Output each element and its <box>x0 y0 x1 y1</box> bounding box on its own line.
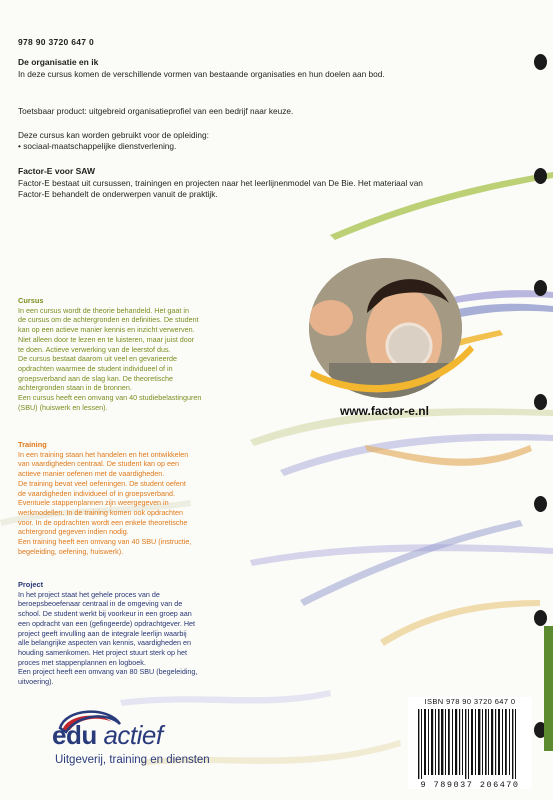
training-line: actieve manier oefenen met de vaardigheden. <box>18 469 165 479</box>
project-line: school. De student werkt bij voorkeur in een groep aan <box>18 609 192 619</box>
project-line: een opdracht van een (gefingeerde) opdrachtgever. Het <box>18 618 196 628</box>
org-title: De organisatie en ik <box>18 57 99 67</box>
org-product: Toetsbaar product: uitgebreid organisatieprofiel van een bedrijf naar keuze. <box>18 106 294 116</box>
training-line: de vaardigheden individueel of in groepsverband. <box>18 488 176 498</box>
isbn-top: 978 90 3720 647 0 <box>18 37 95 47</box>
barcode-isbn: ISBN 978 90 3720 647 0 <box>424 697 516 706</box>
binder-hole <box>534 168 547 184</box>
logo-tagline: Uitgeverij, training en diensten <box>55 754 210 766</box>
green-edge-tab <box>544 626 553 751</box>
cursus-line: (SBU) (huiswerk en lessen). <box>18 402 108 412</box>
training-line: achtergrond gegeven indien nodig. <box>18 527 129 537</box>
project-line: alle belangrijke aspecten van kennis, vaardigheden en <box>18 638 192 648</box>
org-bullet-text: sociaal-maatschappelijke dienstverlening. <box>23 141 177 151</box>
cursus-line: de cursus om de achtergronden en definities. De student <box>18 315 199 325</box>
training-line: Eventuele stappenplannen zijn weergegeven in <box>18 498 169 508</box>
project-line: Een project heeft een omvang van 80 SBU (begeleiding, <box>18 667 198 677</box>
cursus-title: Cursus <box>18 296 44 305</box>
org-usage: Deze cursus kan worden gebruikt voor de opleiding: <box>18 130 209 140</box>
binder-hole <box>534 496 547 512</box>
factor-title: Factor-E voor SAW <box>18 166 95 176</box>
org-intro: In deze cursus komen de verschillende vormen van bestaande organisaties en hun doelen aan bod. <box>18 69 385 79</box>
project-line: houding samenkomen. Het project stuurt sterk op het <box>18 647 187 657</box>
cursus-line: De cursus bestaat daarom uit veel en gevarieerde <box>18 354 178 364</box>
factor-text: Factor-E bestaat uit cursussen, trainingen en projecten naar het leerlijnenmodel van De Bie. Het materiaal van Factor-E behandelt de onderwerpen vanuit de praktijk. <box>18 178 423 199</box>
cursus-line: Niet alleen door te lezen en te luisteren, maar juist door <box>18 334 195 344</box>
training-title: Training <box>18 440 47 449</box>
training-line: begeleiding, oefening, huiswerk). <box>18 546 124 556</box>
training-line: werkmodellen. In de training komen ook opdrachten <box>18 507 184 517</box>
cursus-line: In een cursus wordt de theorie behandeld. Het gaat in <box>18 305 190 315</box>
binder-hole <box>534 280 547 296</box>
binder-hole <box>534 54 547 70</box>
training-line: voor. In de opdrachten wordt een enkele theoretische <box>18 517 188 527</box>
cursus-line: kan op een actieve manier kennis en inzicht verwerven. <box>18 325 195 335</box>
project-line: beroepsbeoefenaar centraal in de omgeving van de <box>18 599 183 609</box>
project-title: Project <box>18 580 44 589</box>
training-line: In een training staan het handelen en het ontwikkelen <box>18 449 189 459</box>
project-line: project geeft invulling aan de integrale leerlijn waarbij <box>18 628 187 638</box>
project-line: proces met stappenplannen en logboek. <box>18 657 146 667</box>
training-line: De training bevat veel oefeningen. De student oefent <box>18 478 186 488</box>
binder-hole <box>534 394 547 410</box>
project-line: In het project staat het gehele proces van de <box>18 589 160 599</box>
logo-part1: edu <box>52 720 97 750</box>
project-line: uitvoering). <box>18 677 54 687</box>
website-url: www.factor-e.nl <box>340 404 429 418</box>
cursus-line: opdrachten waarmee de student individueel of in <box>18 363 173 373</box>
cursus-line: achtergronden staan in de bronnen. <box>18 383 132 393</box>
cursus-line: groepsverband aan de slag kan. De theoretische <box>18 373 174 383</box>
cursus-line: te doen. Actieve verwerking van de leerstof dus. <box>18 344 171 354</box>
training-line: Een training heeft een omvang van 40 SBU (instructie, <box>18 537 192 547</box>
cursus-line: Een cursus heeft een omvang van 40 studiebelastinguren <box>18 393 202 403</box>
bullet-icon: • <box>18 141 24 151</box>
barcode-digits: 9 789037 206470 <box>420 780 520 790</box>
training-line: van vaardigheden centraal. De student kan op een <box>18 459 180 469</box>
binder-hole <box>534 610 547 626</box>
logo-part2: actief <box>103 720 163 750</box>
